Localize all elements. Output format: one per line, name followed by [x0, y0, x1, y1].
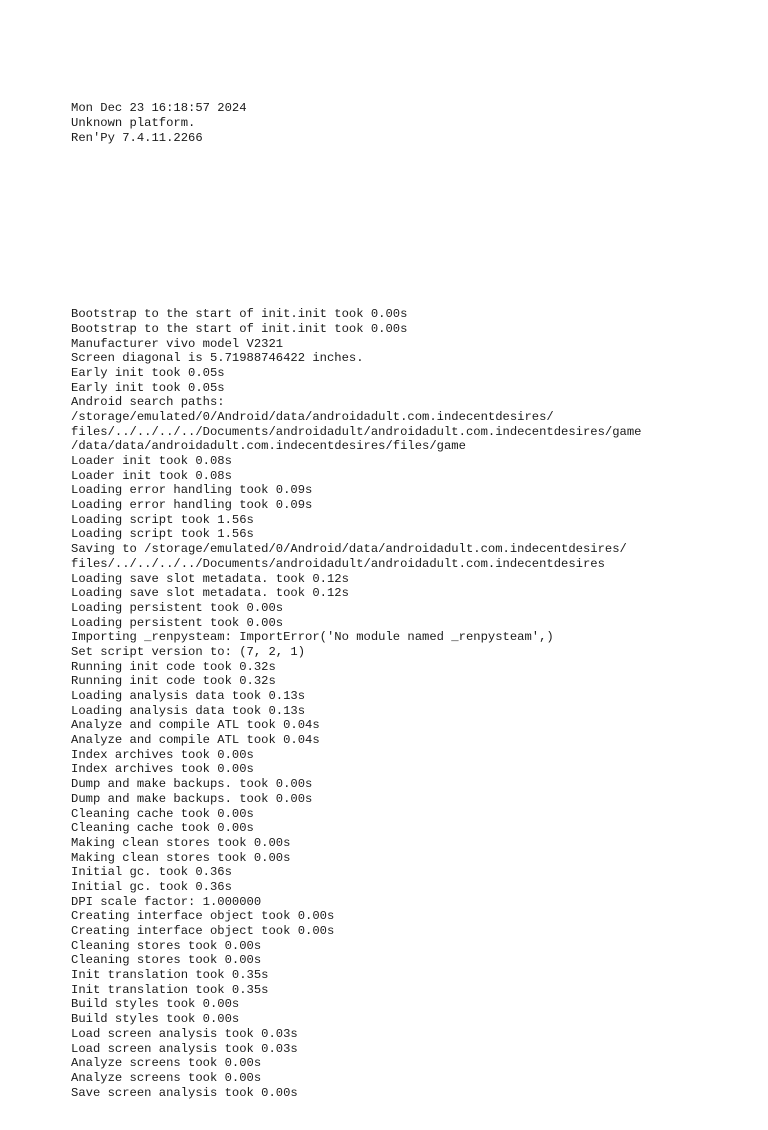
log-line: Analyze and compile ATL took 0.04s [71, 718, 320, 733]
log-line: Dump and make backups. took 0.00s [71, 791, 313, 806]
header-line: Unknown platform. [71, 116, 196, 131]
log-line: Loading persistent took 0.00s [71, 600, 284, 615]
log-line: Screen diagonal is 5.71988746422 inches. [71, 351, 364, 366]
log-line: Initial gc. took 0.36s [71, 879, 232, 894]
log-line: Index archives took 0.00s [71, 747, 254, 762]
log-line: /storage/emulated/0/Android/data/androidadult.com.indecentdesires/ [71, 409, 554, 424]
log-line: Saving to /storage/emulated/0/Android/data/androidadult.com.indecentdesires/ [71, 542, 627, 557]
log-line: Loading error handling took 0.09s [71, 483, 313, 498]
log-line: Cleaning cache took 0.00s [71, 821, 254, 836]
log-line: Cleaning stores took 0.00s [71, 938, 262, 953]
header-line: Mon Dec 23 16:18:57 2024 [71, 101, 247, 116]
log-line: Loading analysis data took 0.13s [71, 689, 306, 704]
log-body [71, 307, 641, 1100]
log-line: Cleaning cache took 0.00s [71, 806, 254, 821]
log-line: Loading error handling took 0.09s [71, 498, 313, 513]
log-text [71, 72, 641, 1130]
log-line: Early init took 0.05s [71, 380, 225, 395]
log-line: Cleaning stores took 0.00s [71, 953, 262, 968]
log-line: Making clean stores took 0.00s [71, 850, 291, 865]
log-line: /data/data/androidadult.com.indecentdesires/files/game [71, 439, 466, 454]
log-line: Save screen analysis took 0.00s [71, 1085, 298, 1100]
log-line: Dump and make backups. took 0.00s [71, 777, 313, 792]
log-line: Analyze screens took 0.00s [71, 1056, 262, 1071]
spacer-line [71, 219, 641, 234]
log-line: Index archives took 0.00s [71, 762, 254, 777]
log-line: Creating interface object took 0.00s [71, 909, 335, 924]
log-line: Loading save slot metadata. took 0.12s [71, 586, 349, 601]
header-line: Ren'Py 7.4.11.2266 [71, 130, 203, 145]
spacer-line [71, 263, 641, 278]
log-line: Bootstrap to the start of init.init took 0.00s [71, 307, 408, 322]
log-line: Initial gc. took 0.36s [71, 865, 232, 880]
log-line: Loader init took 0.08s [71, 468, 232, 483]
log-line: Android search paths: [71, 395, 225, 410]
log-line: files/../../../../Documents/androidadult/androidadult.com.indecentdesires [71, 556, 605, 571]
log-header [71, 101, 641, 145]
log-line: Loading script took 1.56s [71, 512, 254, 527]
log-line: Bootstrap to the start of init.init took 0.00s [71, 321, 408, 336]
log-line: Build styles took 0.00s [71, 997, 240, 1012]
log-line: Loading persistent took 0.00s [71, 615, 284, 630]
log-line: Set script version to: (7, 2, 1) [71, 644, 306, 659]
log-line: Build styles took 0.00s [71, 1012, 240, 1027]
log-line: Init translation took 0.35s [71, 968, 269, 983]
log-line: Running init code took 0.32s [71, 659, 276, 674]
log-line: Early init took 0.05s [71, 365, 225, 380]
log-line: Analyze and compile ATL took 0.04s [71, 733, 320, 748]
log-line: Load screen analysis took 0.03s [71, 1026, 298, 1041]
log-line: Loader init took 0.08s [71, 454, 232, 469]
log-line: Loading analysis data took 0.13s [71, 703, 306, 718]
log-line: Manufacturer vivo model V2321 [71, 336, 284, 351]
log-line: Running init code took 0.32s [71, 674, 276, 689]
spacer-line [71, 175, 641, 190]
log-line: Loading save slot metadata. took 0.12s [71, 571, 349, 586]
log-line: Importing _renpysteam: ImportError('No module named _renpysteam',) [71, 630, 554, 645]
log-line: Creating interface object took 0.00s [71, 924, 335, 939]
log-line: Loading script took 1.56s [71, 527, 254, 542]
log-line: Load screen analysis took 0.03s [71, 1041, 298, 1056]
log-line: Analyze screens took 0.00s [71, 1070, 262, 1085]
log-line: Making clean stores took 0.00s [71, 835, 291, 850]
log-line: DPI scale factor: 1.000000 [71, 894, 262, 909]
log-line: files/../../../../Documents/androidadult/androidadult.com.indecentdesires/game [71, 424, 642, 439]
log-line: Init translation took 0.35s [71, 982, 269, 997]
